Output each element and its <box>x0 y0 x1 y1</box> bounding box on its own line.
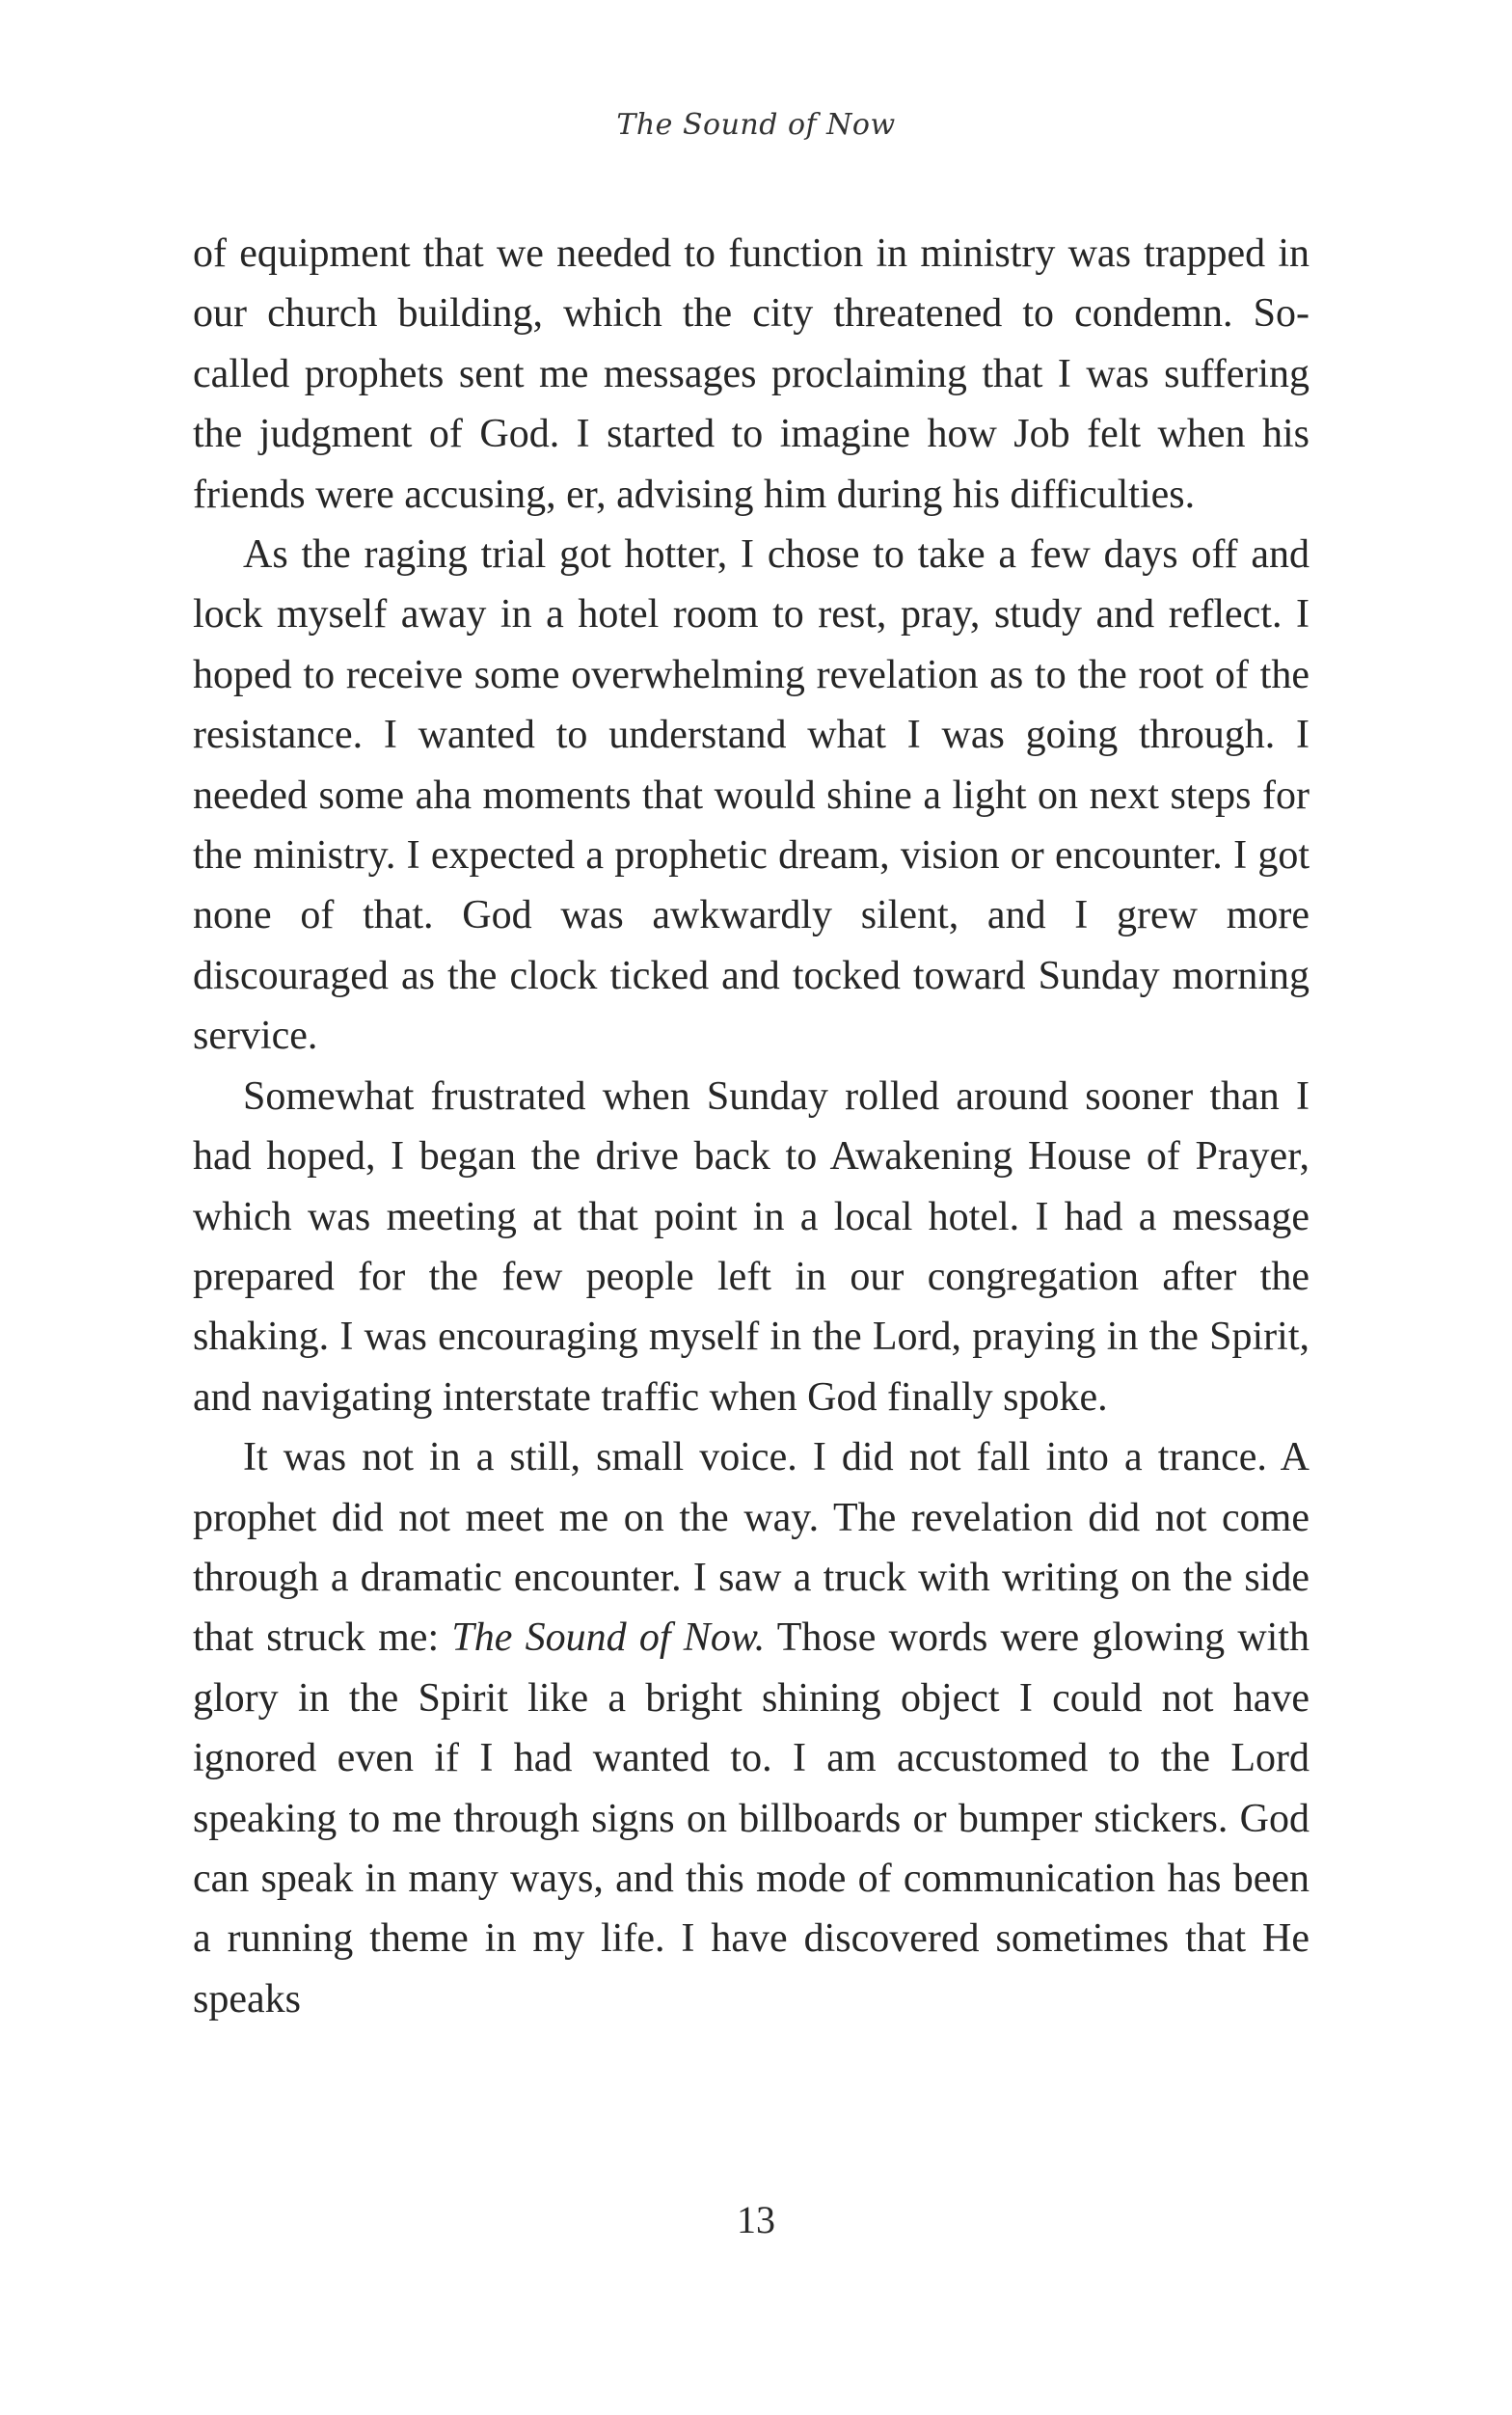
book-title-emphasis: The Sound of Now. <box>451 1615 766 1661</box>
running-head: The Sound of Now <box>616 108 896 142</box>
paragraph-4-text-after: Those words were glowing with glory in the Spirit like a bright shining object I could not have ignored even if I had wanted to. I am accustomed to the Lord speaking to me through signs on billboards or bumper stickers. God can speak in many ways, and this mode of communication has been a running theme in my life. I have discovered sometimes that He speaks <box>193 1615 1310 2022</box>
paragraph-4 <box>193 1427 1310 2029</box>
body-text <box>193 224 1310 2029</box>
paragraph-4-text-before: It was not in a still, small voice. I did not fall into a trance. A prophet did not meet me on the way. The revelation did not come through a dramatic encounter. I saw a truck with writing on the side that struck me: <box>193 1435 1310 1661</box>
page-number: 13 <box>737 2198 775 2241</box>
paragraph-2: As the raging trial got hotter, I chose to take a few days off and lock myself away in a hotel room to rest, pray, study and reflect. I hoped to receive some overwhelming revelation as to the root of the resistance. I wanted to understand what I was going through. I needed some aha moments that would shine a light on next steps for the ministry. I expected a prophetic dream, vision or encounter. I got none of that. God was awkwardly silent, and I grew more discouraged as the clock ticked and tocked toward Sunday morning service. <box>193 532 1310 1059</box>
paragraph-1: of equipment that we needed to function in ministry was trapped in our church building, which the city threatened to condemn. So-called prophets sent me messages proclaiming that I was suffering the judgment of God. I started to imagine how Job felt when his friends were accusing, er, advising him during his difficulties. <box>193 231 1310 517</box>
paragraph-3: Somewhat frustrated when Sunday rolled around sooner than I had hoped, I began the drive back to Awakening House of Prayer, which was meeting at that point in a local hotel. I had a message prepared for the few people left in our congregation after the shaking. I was encouraging myself in the Lord, praying in the Spirit, and navigating interstate traffic when God finally spoke. <box>193 1073 1310 1420</box>
